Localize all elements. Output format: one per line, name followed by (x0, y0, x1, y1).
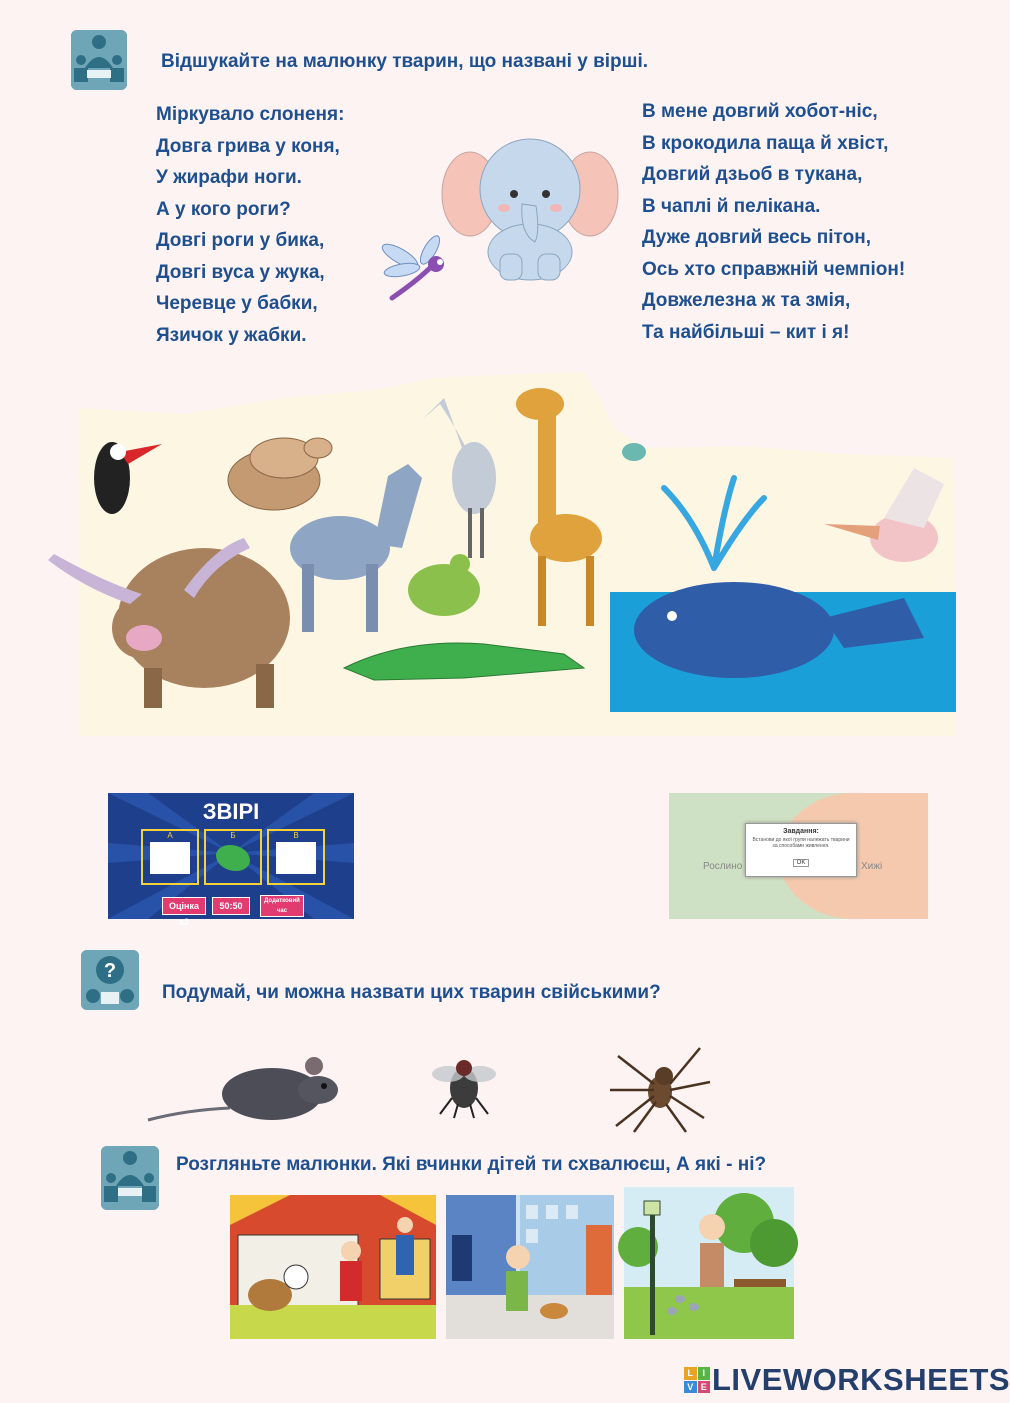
dialog-text: Встанови до якої групи належать тварини за способами живлення. (752, 837, 850, 849)
task-dialog (745, 823, 857, 877)
poem-line: Довгий дзьоб в тукана, (642, 164, 863, 185)
option-picture (276, 842, 316, 874)
poem-left (156, 99, 344, 351)
left-group-label: Рослино (703, 861, 743, 872)
option-label: В (293, 831, 299, 840)
spider-picture (604, 1034, 714, 1134)
poem-line: В чаплі й пелікана. (642, 195, 821, 217)
dialog-title: Завдання: (783, 828, 819, 835)
poem-line: Дуже довгий весь пітон, (642, 227, 871, 248)
liveworksheets-logo (684, 1362, 1010, 1397)
option-a-card[interactable] (141, 829, 199, 885)
lifeline-extra-time[interactable]: Додатковий час (260, 895, 304, 917)
poem-line: Черевце у бабки, (156, 293, 318, 314)
poem-line: Довгі роги у бика, (156, 230, 325, 251)
elephant-illustration (440, 134, 620, 284)
badge-letter: I (698, 1367, 711, 1380)
badge-letter: L (684, 1367, 697, 1380)
poem-line: Язичок у жабки. (156, 324, 307, 346)
svg-text:?: ? (103, 960, 117, 982)
logo-badge (684, 1367, 710, 1393)
poem-right (642, 96, 905, 348)
group-reading-icon (71, 30, 127, 90)
game-sorting[interactable] (669, 793, 928, 919)
scene-street-picture (446, 1195, 614, 1339)
badge-letter: E (698, 1381, 711, 1394)
poem-line: Та найбільші – кит і я! (642, 321, 850, 343)
poem-line: Міркувало слоненя: (156, 104, 345, 125)
animals-scene (44, 368, 964, 736)
right-group-label: Хижі (861, 861, 883, 872)
group-discussion-icon (101, 1146, 159, 1210)
rat-picture (146, 1050, 342, 1126)
poem-line: А у кого роги? (156, 198, 291, 220)
badge-letter: V (684, 1381, 697, 1394)
scene-park-picture (624, 1187, 794, 1339)
fly-picture (428, 1052, 500, 1120)
poem-line: Довга грива у коня, (156, 135, 340, 157)
task2-heading: Подумай, чи можна назвати цих тварин свійськими? (162, 982, 661, 1003)
game-zviri[interactable] (108, 793, 354, 927)
dragonfly-illustration (378, 236, 452, 302)
option-b-card[interactable] (204, 829, 262, 885)
poem-line: Довгі вуса у жука, (156, 261, 325, 283)
lifeline-double[interactable]: Оцінка x2 (162, 897, 206, 915)
lifeline-fifty[interactable]: 50:50 (212, 897, 250, 915)
poem-line: В крокодила паща й хвіст, (642, 132, 889, 154)
option-picture (150, 842, 190, 874)
ok-button[interactable]: OK (793, 859, 810, 867)
poem-line: Довжелезна ж та змія, (642, 290, 851, 311)
game-title: ЗВІРІ (202, 799, 260, 824)
task3-heading: Розгляньте малюнки. Які вчинки дітей ти схвалюєш, А які - ні? (176, 1154, 767, 1175)
task1-heading: Відшукайте на малюнку тварин, що названі у вірші. (161, 51, 649, 72)
option-c-card[interactable] (267, 829, 325, 885)
question-icon (81, 950, 139, 1010)
poem-line: Ось хто справжній чемпіон! (642, 258, 906, 280)
option-picture (216, 845, 250, 871)
option-label: Б (230, 831, 236, 840)
poem-line: У жирафи ноги. (156, 167, 302, 188)
option-label: А (167, 831, 173, 840)
scene-barn-picture (230, 1195, 436, 1339)
logo-text: LIVEWORKSHEETS (712, 1362, 1010, 1397)
poem-line: В мене довгий хобот-ніс, (642, 101, 878, 122)
